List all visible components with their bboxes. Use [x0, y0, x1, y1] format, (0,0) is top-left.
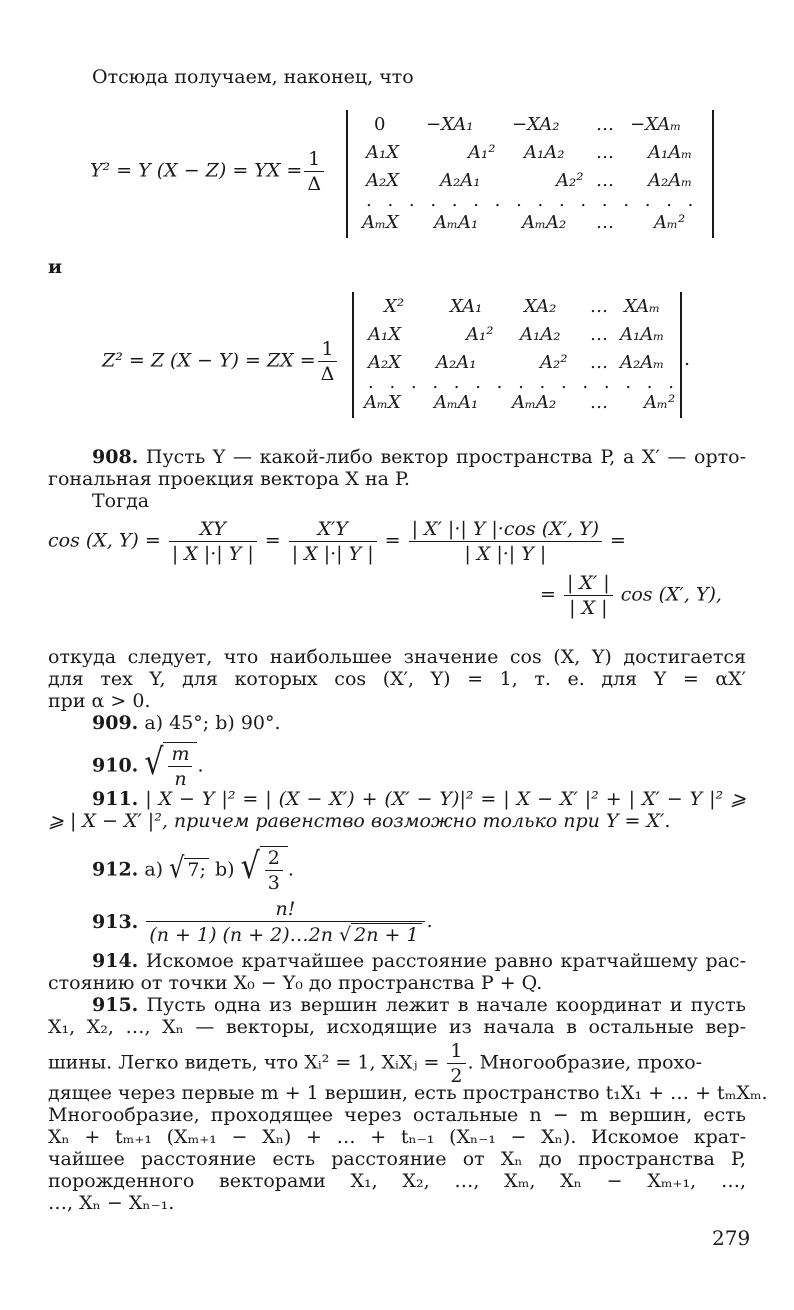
p908-conc3: при α > 0.: [48, 690, 151, 712]
radical-sign-icon: √: [240, 844, 260, 887]
p915-line4: дящее через первые m + 1 вершин, есть пространство t₁X₁ + … + tₘXₘ.: [48, 1082, 768, 1104]
frac-num: 2: [265, 847, 283, 871]
p911-line2: ⩾ | X − X′ |², причем равенство возможно только при Y = X′.: [48, 810, 671, 832]
det-cell: AₘA₁: [434, 212, 479, 233]
problem-number-911: 911.: [92, 788, 139, 810]
det-cell: −XA₁: [426, 114, 474, 135]
frac-num: m: [168, 743, 192, 767]
det-cell: A₁Aₘ: [648, 142, 693, 163]
eq-z-lhs-text: Z² = Z (X − Y) = ZX =: [102, 349, 316, 372]
p915-line7: чайшее расстояние есть расстояние от Xₙ до пространства P,: [48, 1148, 746, 1170]
eq-z-end-dot: .: [684, 348, 691, 370]
page-number: 279: [712, 1226, 751, 1250]
p912-b-label: b): [214, 858, 235, 881]
p915-line3: [48, 1040, 702, 1087]
p914-line1-text: Искомое кратчайшее расстояние равно кратчайшему рас-: [145, 950, 746, 972]
det-dots-row: . . . . . . . . . . . . . . .: [368, 372, 679, 393]
problem-number-910: 910.: [92, 754, 139, 777]
p908-line1-text: Пусть Y — какой-либо вектор пространства P, а X′ — орто-: [145, 446, 747, 468]
eq-z-lhs: [102, 338, 339, 385]
det-cell: −XAₘ: [630, 114, 682, 135]
det-cell: A₂A₁: [440, 170, 481, 191]
det-cell: …: [596, 142, 614, 163]
p914-line1: [92, 950, 746, 972]
p912-a-val: 7;: [184, 858, 209, 881]
radical-sign-icon: √: [169, 850, 185, 885]
p914-line2: стоянию от точки X₀ − Y₀ до пространства P + Q.: [48, 972, 543, 994]
det-cell: XA₁: [450, 296, 483, 317]
frac-num: X′Y: [289, 518, 377, 542]
radical-sign-icon: √: [144, 740, 164, 783]
p915-line3-pre: шины. Легко видеть, что Xᵢ² = 1, XᵢXⱼ =: [48, 1051, 440, 1074]
p908-line2: гональная проекция вектора X на P.: [48, 468, 410, 490]
det-cell: A₂²: [556, 170, 584, 191]
det-cell: AₘX: [364, 392, 401, 413]
det-cell: …: [596, 212, 614, 233]
frac-num: n!: [146, 898, 424, 922]
det-cell: Aₘ²: [654, 212, 686, 233]
det-cell: A₁A₂: [520, 324, 561, 345]
det-cell: A₂Aₘ: [648, 170, 693, 191]
problem-number-913: 913.: [92, 911, 139, 933]
det-cell: A₁²: [468, 142, 496, 163]
frac-num: 1: [447, 1040, 465, 1064]
problem-number-912: 912.: [92, 858, 139, 881]
p909: [92, 712, 281, 734]
frac-den: [146, 922, 424, 946]
det-cell: …: [596, 114, 614, 135]
det-cell: Aₘ²: [644, 392, 676, 413]
radical-sign-icon: √: [339, 924, 352, 946]
p915-half-frac: [447, 1040, 465, 1087]
p913: 913. $\frac{n!}{(n + 1) (n + 2)\dots 2n √ 2n + 1}$ .: [92, 898, 433, 946]
p915-line6: Xₙ + tₘ₊₁ (Xₘ₊₁ − Xₙ) + … + tₙ₋₁ (Xₙ₋₁ − Xₙ). Искомое крат-: [48, 1126, 746, 1148]
frac-den: | X |·| Y |: [464, 543, 547, 565]
det-cell: AₘA₂: [512, 392, 557, 413]
p912-b-frac: [265, 847, 283, 894]
eq-y-frac: [304, 148, 324, 195]
problem-number-909: 909.: [92, 712, 139, 734]
p915-line1: [92, 994, 746, 1016]
det-cell: AₘX: [362, 212, 399, 233]
det-cell: …: [596, 170, 614, 191]
p915-line2: X₁, X₂, …, Xₙ — векторы, исходящие из начала в остальные вер-: [48, 1016, 746, 1038]
cos-lhs: cos (X, Y) =: [48, 529, 161, 552]
det-cell: A₂A₁: [436, 352, 477, 373]
det-cell: AₘA₁: [434, 392, 479, 413]
p912: 912. a) √ 7; b) √ $\frac{2}{3}$ .: [92, 844, 294, 894]
eq-z-frac-num: 1: [318, 338, 338, 362]
frac-num: XY: [169, 518, 257, 542]
cos-frac-1: [169, 518, 257, 565]
p908-line1: [92, 446, 746, 468]
p913-den-pre: (n + 1) (n + 2)…2n: [149, 924, 333, 946]
eq-y-lhs: [90, 148, 326, 195]
det-cell: …: [590, 392, 608, 413]
p915-line5: Многообразие, проходящее через остальные n − m вершин, есть: [48, 1104, 746, 1126]
problem-number-915: 915.: [92, 994, 139, 1016]
det-cell: A₁²: [466, 324, 494, 345]
cos-tail: cos (X′, Y),: [620, 583, 722, 606]
det-cell: A₂X: [366, 170, 400, 191]
frac-den: | X |·| Y |: [171, 543, 254, 565]
eq-z-frac-den: Δ: [320, 363, 335, 385]
det-cell: XA₂: [524, 296, 557, 317]
p909-text: a) 45°; b) 90°.: [144, 712, 281, 734]
p908-cos-formula: cos (X, Y) = $\frac{XY}{| X |\cdot| Y |}$ = $\frac{X'Y}{| X |\cdot| Y |}$ = $\frac{| X' |\cdot| Y |\cdot\cos (X', Y)}{| X |\cdot| Y |}$ =: [48, 518, 626, 565]
det-cell: XAₘ: [624, 296, 661, 317]
cos-frac-2: [289, 518, 377, 565]
p915-line8: порожденного векторами X₁, X₂, …, Xₘ, Xₙ − Xₘ₊₁, …,: [48, 1170, 746, 1192]
p912-a-label: a): [144, 858, 164, 881]
det-cell: …: [590, 352, 608, 373]
frac-den: n: [174, 768, 187, 790]
problem-number-914: 914.: [92, 950, 139, 972]
intro-text: Отсюда получаем, наконец, что: [92, 66, 414, 88]
det-cell: A₁A₂: [524, 142, 565, 163]
p915-line1-text: Пусть одна из вершин лежит в начале координат и пусть: [146, 994, 747, 1016]
p908-then: Тогда: [92, 490, 150, 512]
cos-frac-4: [564, 572, 613, 619]
eq-z-determinant: [352, 292, 682, 418]
frac-num: | X′ |: [564, 572, 613, 596]
p913-den-rad: 2n + 1: [351, 923, 421, 946]
p908-cos-formula-2: = $\frac{| X' |}{| X |}$ cos (X′, Y),: [540, 572, 722, 619]
frac-num: | X′ |·| Y |·cos (X′, Y): [409, 518, 602, 542]
p908-conc1: откуда следует, что наибольшее значение cos (X, Y) достигается: [48, 646, 746, 668]
p913-frac: [146, 898, 424, 946]
eq-z-frac: [318, 338, 338, 385]
det-cell: A₂Aₘ: [620, 352, 665, 373]
p910-frac: [168, 743, 192, 790]
det-cell: …: [590, 324, 608, 345]
and-word: и: [48, 256, 63, 278]
det-cell: A₁X: [368, 324, 402, 345]
det-cell: A₂²: [540, 352, 568, 373]
det-dots-row: . . . . . . . . . . . . . . . .: [366, 190, 699, 211]
p911-line1: [92, 788, 746, 810]
frac-den: 3: [267, 872, 280, 894]
eq-y-determinant: [346, 110, 714, 238]
det-cell: A₂X: [368, 352, 402, 373]
frac-den: | X |: [569, 597, 608, 619]
p908-conc2: для тех Y, для которых cos (X′, Y) = 1, т. е. для Y = αX′: [48, 668, 746, 690]
cos-frac-3: [409, 518, 602, 565]
p915-line3-post: . Многообразие, прохо-: [467, 1051, 703, 1074]
det-cell: −XA₂: [512, 114, 560, 135]
p910-radicand: [163, 742, 197, 790]
eq-y-lhs-text: Y² = Y (X − Z) = YX =: [90, 159, 303, 182]
det-cell: 0: [374, 114, 386, 135]
det-cell: AₘA₂: [522, 212, 567, 233]
p910: 910. √ $\frac{m}{n}$ .: [92, 740, 204, 790]
p912-b-radicand: [260, 846, 288, 894]
frac-den: 2: [450, 1065, 463, 1087]
p911-line1-text: | X − Y |² = | (X − X′) + (X′ − Y)|² = | X − X′ |² + | X′ − Y |² ⩾: [145, 788, 746, 810]
problem-number-908: 908.: [92, 446, 139, 468]
det-cell: X²: [384, 296, 405, 317]
eq-y-frac-num: 1: [304, 148, 324, 172]
det-cell: A₁X: [366, 142, 400, 163]
eq-y-frac-den: Δ: [307, 173, 322, 195]
det-cell: A₁Aₘ: [620, 324, 665, 345]
frac-den: | X |·| Y |: [291, 543, 374, 565]
det-cell: …: [590, 296, 608, 317]
p915-line9: …, Xₙ − Xₙ₋₁.: [48, 1192, 175, 1214]
